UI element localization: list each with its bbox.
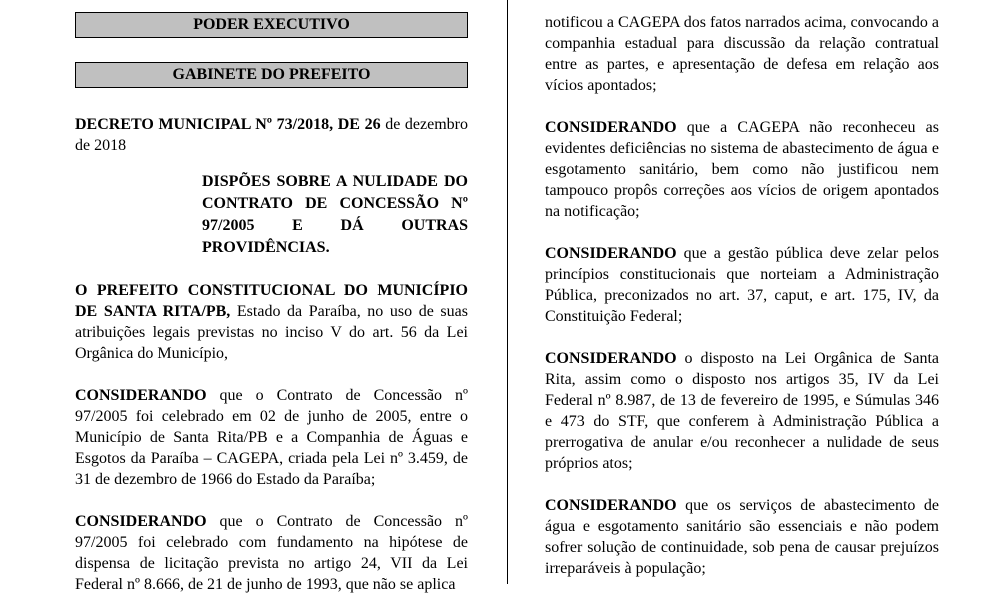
- considerando-paragraph-4: [545, 243, 939, 327]
- preamble-paragraph: [75, 280, 468, 364]
- preamble-bold: O PREFEITO CONSTITUCIONAL DO MUNICÍPIO DE SANTA RITA/PB,: [75, 282, 468, 320]
- considerando-text: que o Contrato de Concessão nº 97/2005 foi celebrado em 02 de junho de 2005, entre o Município de Santa Rita/PB e a Companhia de Águas e Esgotos da Paraíba – CAGEPA, criada pela Lei nº 3.459, de 31 de dezembro de 1966 do Estado da Paraíba;: [75, 387, 468, 488]
- considerando-text: que o Contrato de Concessão nº 97/2005 foi celebrado com fundamento na hipótese de dispensa de licitação prevista no artigo 24, VII da Lei Federal nº 8.666, de 21 de junho de 1993, que não se aplica: [75, 513, 468, 593]
- header-gabinete-prefeito: GABINETE DO PREFEITO: [75, 62, 468, 88]
- considerando-label: CONSIDERANDO: [545, 119, 677, 136]
- considerando-label: CONSIDERANDO: [75, 513, 207, 530]
- considerando-text: que os serviços de abastecimento de água e esgotamento sanitário são essenciais e não podem sofrer solução de continuidade, sob pena de causar prejuízos irreparáveis à população;: [545, 497, 939, 577]
- continued-paragraph: notificou a CAGEPA dos fatos narrados acima, convocando a companhia estadual para discussão da relação contratual entre as partes, e apresentação de defesa em relação aos vícios apontados;: [545, 14, 939, 94]
- considerando-paragraph-2: [75, 511, 468, 595]
- considerando-paragraph-3: [545, 117, 939, 222]
- preamble-text: Estado da Paraíba, no uso de suas atribuições legais previstas no inciso V do art. 56 da Lei Orgânica do Município,: [75, 303, 468, 362]
- considerando-paragraph-1: [75, 385, 468, 490]
- decree-title-date: de dezembro de 2018: [75, 116, 468, 154]
- considerando-text: que a gestão pública deve zelar pelos princípios constitucionais que norteiam a Administração Pública, preconizados no art. 37, caput, e art. 175, IV, da Constituição Federal;: [545, 245, 939, 325]
- considerando-paragraph-6: [545, 495, 939, 579]
- left-column: [75, 12, 468, 595]
- column-divider: [507, 0, 508, 584]
- considerando-label: CONSIDERANDO: [75, 387, 207, 404]
- decree-ementa: DISPÕES SOBRE A NULIDADE DO CONTRATO DE CONCESSÃO Nº 97/2005 E DÁ OUTRAS PROVIDÊNCIAS.: [202, 173, 468, 256]
- considerando-label: CONSIDERANDO: [545, 497, 677, 514]
- considerando-label: CONSIDERANDO: [545, 350, 677, 367]
- considerando-label: CONSIDERANDO: [545, 245, 677, 262]
- considerando-text: que a CAGEPA não reconheceu as evidentes deficiências no sistema de abastecimento de água e esgotamento sanitário, bem como não justificou nem tampouco propôs correções aos vícios de origem apontados na notificação;: [545, 119, 939, 220]
- decree-title: [75, 114, 468, 156]
- considerando-text: o disposto na Lei Orgânica de Santa Rita, assim como o disposto nos artigos 35, IV da Lei Federal nº 8.987, de 13 de fevereiro de 1995, e Súmulas 346 e 473 do STF, que conferem à Administração Pública a prerrogativa de anular e/ou reconhecer a nulidade de seus próprios atos;: [545, 350, 939, 472]
- header-poder-executivo: PODER EXECUTIVO: [75, 12, 468, 38]
- decree-title-bold: DECRETO MUNICIPAL Nº 73/2018, DE 26: [75, 116, 381, 133]
- right-column: [545, 12, 939, 579]
- considerando-paragraph-5: [545, 348, 939, 474]
